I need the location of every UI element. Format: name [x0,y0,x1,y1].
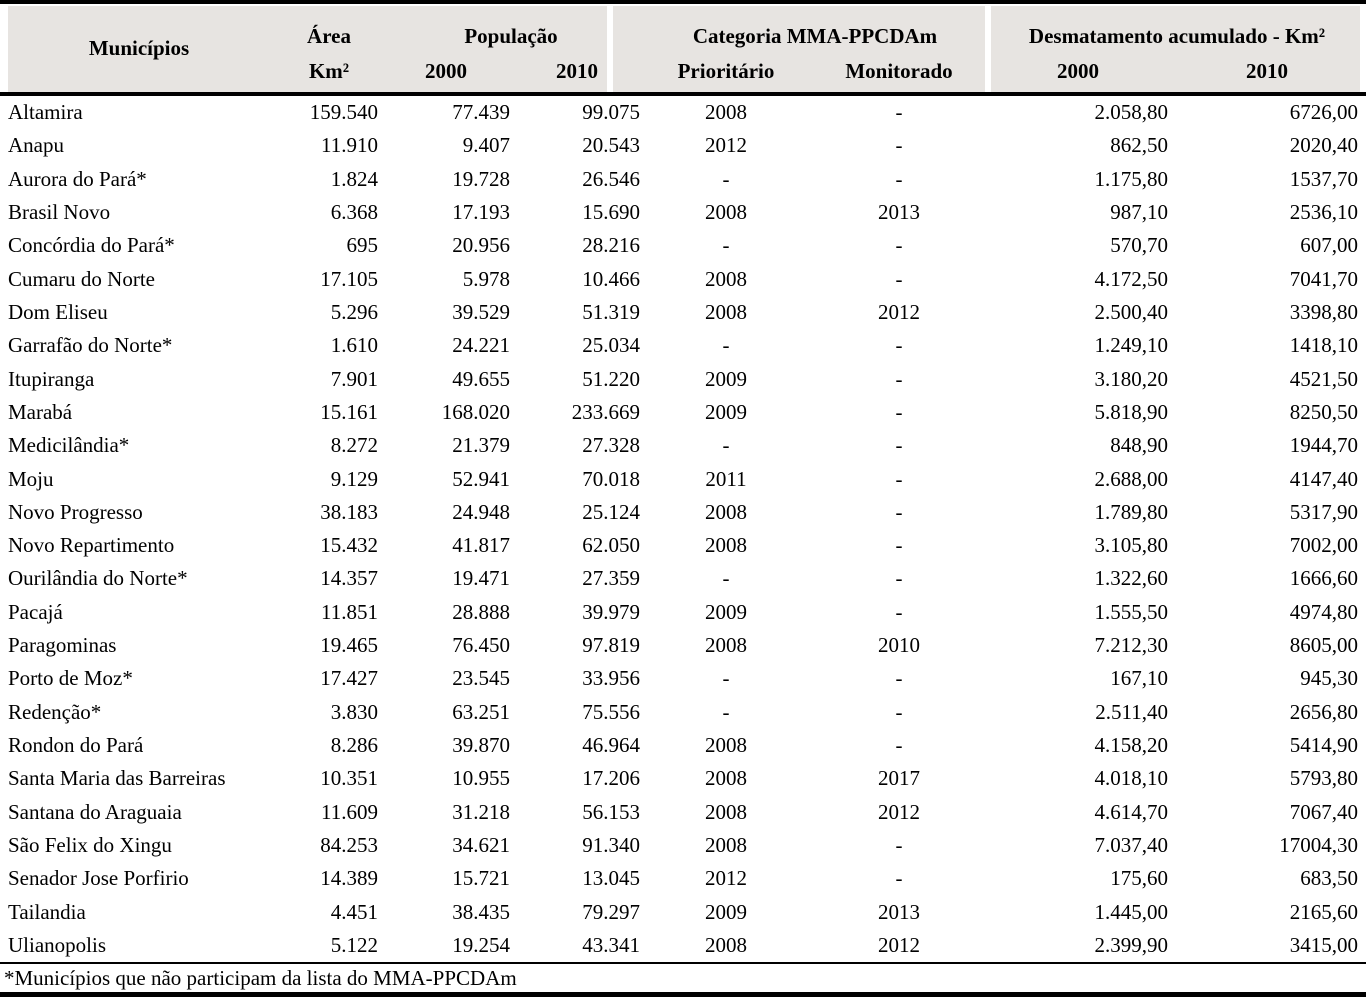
cell-area-km2: 14.389 [320,866,378,891]
table-row [0,629,1366,662]
table-row [0,596,1366,629]
cell-area-km2: 17.105 [320,266,378,291]
cell-municipio: Tailandia [8,899,86,924]
cell-monitorado: - [895,233,903,258]
cell-monitorado: 2013 [878,899,920,924]
cell-area-km2: 10.351 [320,766,378,791]
cell-area-km2: 11.910 [321,133,378,158]
cell-municipio: Novo Progresso [8,499,143,524]
table-row [0,462,1366,495]
cell-municipio: Altamira [8,100,83,125]
cell-desmatamento-2000: 2.511,40 [1095,699,1168,724]
cell-prioritario: - [722,433,730,458]
cell-populacao-2000: 15.721 [452,866,510,891]
cell-area-km2: 11.851 [321,599,378,624]
cell-area-km2: 4.451 [330,899,378,924]
cell-area-km2: 14.357 [320,566,378,591]
cell-prioritario: 2008 [705,633,747,658]
column-subheader-desmatamento-2000: 2000 [1057,58,1099,83]
cell-desmatamento-2010: 3415,00 [1289,932,1358,957]
cell-monitorado: - [895,866,903,891]
cell-desmatamento-2000: 862,50 [1110,133,1168,158]
table-row [0,862,1366,895]
cell-prioritario: 2009 [705,399,747,424]
table-row [0,429,1366,462]
column-subheader-populacao-2010: 2010 [556,58,598,83]
cell-municipio: Concórdia do Pará* [8,233,175,258]
cell-desmatamento-2000: 2.399,90 [1094,932,1168,957]
cell-area-km2: 9.129 [330,466,378,491]
cell-monitorado: 2012 [878,932,920,957]
cell-populacao-2010: 17.206 [582,766,640,791]
cell-prioritario: 2008 [705,533,747,558]
cell-monitorado: - [895,533,903,558]
cell-desmatamento-2000: 175,60 [1110,866,1168,891]
cell-populacao-2000: 52.941 [452,466,510,491]
table-row [0,329,1366,362]
cell-monitorado: - [895,266,903,291]
cell-desmatamento-2010: 5414,90 [1289,732,1358,757]
cell-area-km2: 11.609 [321,799,378,824]
cell-monitorado: 2017 [878,766,920,791]
cell-municipio: Marabá [8,399,73,424]
cell-prioritario: - [722,566,730,591]
table-row [0,829,1366,862]
cell-populacao-2010: 51.220 [582,366,640,391]
cell-desmatamento-2010: 7067,40 [1289,799,1358,824]
cell-prioritario: - [722,666,730,691]
cell-municipio: São Felix do Xingu [8,832,172,857]
cell-prioritario: 2008 [705,299,747,324]
cell-municipio: Novo Repartimento [8,533,175,558]
column-subheader-populacao-2000: 2000 [425,58,467,83]
cell-municipio: Rondon do Pará [8,732,144,757]
cell-desmatamento-2000: 2.500,40 [1094,299,1168,324]
cell-prioritario: - [722,166,730,191]
cell-populacao-2010: 43.341 [582,932,640,957]
cell-desmatamento-2010: 2165,60 [1289,899,1358,924]
cell-populacao-2010: 20.543 [582,133,640,158]
cell-desmatamento-2010: 5793,80 [1289,766,1358,791]
cell-desmatamento-2000: 4.158,20 [1094,732,1168,757]
cell-area-km2: 1.610 [330,333,378,358]
cell-municipio: Moju [8,466,54,491]
cell-monitorado: - [895,399,903,424]
cell-populacao-2010: 39.979 [582,599,640,624]
cell-desmatamento-2000: 1.175,80 [1094,166,1168,191]
cell-desmatamento-2010: 6726,00 [1289,100,1358,125]
table-row [0,729,1366,762]
cell-area-km2: 15.432 [320,533,378,558]
cell-populacao-2010: 97.819 [582,633,640,658]
cell-populacao-2010: 25.034 [582,333,640,358]
cell-monitorado: - [895,333,903,358]
cell-municipio: Dom Eliseu [8,299,108,324]
column-group-header-categoria-mma-ppcdam: Categoria MMA-PPCDAm [692,24,938,48]
table-row [0,696,1366,729]
footnote-text: *Municípios que não participam da lista do MMA-PPCDAm [4,965,517,990]
cell-prioritario: 2008 [705,499,747,524]
table-row [0,662,1366,695]
table-row [0,263,1366,296]
cell-populacao-2010: 91.340 [582,832,640,857]
cell-monitorado: 2012 [878,299,920,324]
cell-area-km2: 84.253 [320,832,378,857]
cell-populacao-2010: 15.690 [582,200,640,225]
cell-desmatamento-2010: 8605,00 [1289,633,1358,658]
cell-municipio: Porto de Moz* [8,666,133,691]
cell-desmatamento-2000: 2.688,00 [1094,466,1168,491]
cell-populacao-2000: 19.471 [452,566,510,591]
cell-desmatamento-2000: 2.058,80 [1094,100,1168,125]
cell-desmatamento-2010: 2536,10 [1289,200,1358,225]
cell-desmatamento-2010: 1418,10 [1289,333,1358,358]
cell-municipio: Pacajá [8,599,63,624]
cell-populacao-2000: 39.529 [452,299,510,324]
cell-prioritario: 2008 [705,100,747,125]
cell-populacao-2000: 49.655 [452,366,510,391]
cell-desmatamento-2010: 17004,30 [1279,832,1358,857]
cell-monitorado: - [895,133,903,158]
table-row [0,129,1366,162]
table-row [0,196,1366,229]
cell-area-km2: 6.368 [330,200,378,225]
cell-populacao-2000: 20.956 [452,233,510,258]
cell-area-km2: 19.465 [320,633,378,658]
cell-populacao-2000: 5.978 [462,266,510,291]
cell-desmatamento-2000: 5.818,90 [1094,399,1168,424]
cell-desmatamento-2010: 607,00 [1300,233,1358,258]
table-header [0,0,1366,96]
cell-populacao-2000: 28.888 [452,599,510,624]
cell-prioritario: - [722,699,730,724]
cell-desmatamento-2000: 4.614,70 [1094,799,1168,824]
cell-desmatamento-2000: 1.445,00 [1094,899,1168,924]
cell-populacao-2010: 79.297 [582,899,640,924]
cell-desmatamento-2000: 987,10 [1110,200,1168,225]
cell-municipio: Anapu [8,133,64,158]
cell-desmatamento-2010: 8250,50 [1289,399,1358,424]
table-row [0,562,1366,595]
cell-desmatamento-2000: 4.018,10 [1094,766,1168,791]
table-row [0,396,1366,429]
cell-monitorado: - [895,566,903,591]
table-footnote [0,962,1366,997]
cell-prioritario: - [722,233,730,258]
cell-desmatamento-2010: 4147,40 [1289,466,1358,491]
cell-populacao-2000: 41.817 [452,533,510,558]
cell-populacao-2010: 33.956 [582,666,640,691]
cell-populacao-2000: 19.254 [452,932,510,957]
column-group-header-populacao: População [464,24,558,48]
cell-monitorado: - [895,100,903,125]
cell-desmatamento-2010: 3398,80 [1289,299,1358,324]
table-row [0,362,1366,395]
cell-populacao-2000: 21.379 [452,433,510,458]
cell-monitorado: - [895,499,903,524]
cell-prioritario: 2008 [705,799,747,824]
cell-monitorado: - [895,732,903,757]
cell-monitorado: - [895,433,903,458]
cell-desmatamento-2000: 1.555,50 [1094,599,1168,624]
cell-populacao-2000: 168.020 [441,399,510,424]
cell-desmatamento-2000: 3.105,80 [1094,533,1168,558]
cell-area-km2: 1.824 [330,166,378,191]
cell-desmatamento-2000: 1.249,10 [1094,333,1168,358]
cell-municipio: Santana do Araguaia [8,799,182,824]
cell-populacao-2000: 77.439 [452,100,510,125]
cell-municipio: Aurora do Pará* [8,166,147,191]
cell-populacao-2000: 63.251 [452,699,510,724]
cell-municipio: Itupiranga [8,366,95,391]
cell-desmatamento-2010: 1537,70 [1289,166,1358,191]
cell-municipio: Redenção* [8,699,102,724]
cell-prioritario: 2008 [705,932,747,957]
cell-prioritario: 2009 [705,899,747,924]
cell-monitorado: - [895,166,903,191]
cell-desmatamento-2010: 7041,70 [1289,266,1358,291]
cell-populacao-2000: 24.948 [452,499,510,524]
cell-monitorado: - [895,366,903,391]
cell-populacao-2000: 76.450 [452,633,510,658]
cell-populacao-2000: 38.435 [452,899,510,924]
cell-area-km2: 3.830 [330,699,378,724]
cell-area-km2: 8.286 [330,732,378,757]
column-subheader-area-km2: Km² [308,58,350,83]
cell-desmatamento-2010: 2656,80 [1289,699,1358,724]
cell-populacao-2010: 70.018 [582,466,640,491]
cell-desmatamento-2000: 1.322,60 [1094,566,1168,591]
cell-municipio: Senador Jose Porfirio [8,866,189,891]
cell-populacao-2000: 9.407 [462,133,510,158]
cell-desmatamento-2000: 1.789,80 [1094,499,1168,524]
cell-prioritario: 2008 [705,266,747,291]
cell-prioritario: 2012 [705,133,747,158]
cell-monitorado: - [895,666,903,691]
table-row [0,895,1366,928]
cell-populacao-2010: 56.153 [582,799,640,824]
cell-prioritario: 2012 [705,866,747,891]
cell-populacao-2010: 62.050 [582,533,640,558]
cell-prioritario: 2009 [705,599,747,624]
cell-area-km2: 7.901 [330,366,378,391]
cell-desmatamento-2000: 7.212,30 [1094,633,1168,658]
cell-populacao-2010: 27.359 [582,566,640,591]
cell-prioritario: 2009 [705,366,747,391]
cell-area-km2: 38.183 [320,499,378,524]
table-row [0,296,1366,329]
cell-desmatamento-2000: 3.180,20 [1094,366,1168,391]
cell-area-km2: 5.122 [330,932,378,957]
cell-prioritario: 2008 [705,200,747,225]
cell-populacao-2010: 75.556 [582,699,640,724]
table-row [0,529,1366,562]
cell-area-km2: 8.272 [330,433,378,458]
cell-populacao-2000: 17.193 [452,200,510,225]
cell-desmatamento-2010: 4974,80 [1289,599,1358,624]
cell-municipio: Santa Maria das Barreiras [8,766,226,791]
table-row [0,96,1366,129]
cell-populacao-2010: 233.669 [571,399,640,424]
cell-populacao-2000: 10.955 [452,766,510,791]
cell-populacao-2000: 23.545 [452,666,510,691]
cell-populacao-2000: 24.221 [452,333,510,358]
cell-desmatamento-2010: 945,30 [1300,666,1358,691]
cell-desmatamento-2010: 4521,50 [1289,366,1358,391]
cell-municipio: Ourilândia do Norte* [8,566,188,591]
cell-prioritario: 2011 [705,466,747,491]
cell-desmatamento-2000: 4.172,50 [1094,266,1168,291]
cell-desmatamento-2000: 848,90 [1110,433,1168,458]
column-subheader-prioritario: Prioritário [677,58,775,83]
cell-monitorado: - [895,832,903,857]
column-subheader-monitorado: Monitorado [845,58,953,83]
cell-prioritario: 2008 [705,732,747,757]
table-row [0,762,1366,795]
header-grid [0,4,1366,92]
column-subheader-desmatamento-2010: 2010 [1246,58,1288,83]
cell-area-km2: 5.296 [330,299,378,324]
table-body [0,96,1366,962]
column-group-header-desmatamento-acumulado: Desmatamento acumulado - Km² [1028,24,1326,48]
cell-desmatamento-2000: 7.037,40 [1094,832,1168,857]
cell-prioritario: 2008 [705,766,747,791]
cell-populacao-2010: 46.964 [582,732,640,757]
table-row [0,795,1366,828]
cell-desmatamento-2010: 2020,40 [1289,133,1358,158]
cell-area-km2: 17.427 [320,666,378,691]
cell-monitorado: - [895,466,903,491]
cell-monitorado: 2013 [878,200,920,225]
cell-populacao-2010: 10.466 [582,266,640,291]
cell-populacao-2010: 13.045 [582,866,640,891]
table-row [0,229,1366,262]
cell-prioritario: - [722,333,730,358]
cell-municipio: Garrafão do Norte* [8,333,173,358]
cell-desmatamento-2000: 570,70 [1110,233,1168,258]
cell-desmatamento-2010: 7002,00 [1289,533,1358,558]
cell-desmatamento-2000: 167,10 [1110,666,1168,691]
cell-populacao-2010: 99.075 [582,100,640,125]
cell-monitorado: 2012 [878,799,920,824]
cell-municipio: Ulianopolis [8,932,106,957]
table-row [0,163,1366,196]
cell-populacao-2010: 26.546 [582,166,640,191]
cell-municipio: Brasil Novo [8,200,111,225]
column-header-municipios: Municípios [88,35,190,60]
cell-populacao-2010: 28.216 [582,233,640,258]
table-row [0,496,1366,529]
cell-desmatamento-2010: 1944,70 [1289,433,1358,458]
cell-desmatamento-2010: 5317,90 [1289,499,1358,524]
cell-area-km2: 15.161 [320,399,378,424]
cell-desmatamento-2010: 1666,60 [1289,566,1358,591]
cell-monitorado: 2010 [878,633,920,658]
cell-populacao-2000: 19.728 [452,166,510,191]
cell-municipio: Cumaru do Norte [8,266,155,291]
cell-populacao-2010: 25.124 [582,499,640,524]
cell-populacao-2010: 51.319 [582,299,640,324]
cell-populacao-2000: 31.218 [452,799,510,824]
cell-populacao-2000: 39.870 [452,732,510,757]
cell-populacao-2000: 34.621 [452,832,510,857]
cell-area-km2: 695 [346,233,378,258]
cell-desmatamento-2010: 683,50 [1300,866,1358,891]
cell-monitorado: - [895,599,903,624]
cell-monitorado: - [895,699,903,724]
cell-prioritario: 2008 [705,832,747,857]
cell-municipio: Paragominas [8,633,117,658]
cell-municipio: Medicilândia* [8,433,130,458]
cell-area-km2: 159.540 [309,100,378,125]
cell-populacao-2010: 27.328 [582,433,640,458]
column-header-area: Área [307,24,351,48]
table-row [0,929,1366,962]
